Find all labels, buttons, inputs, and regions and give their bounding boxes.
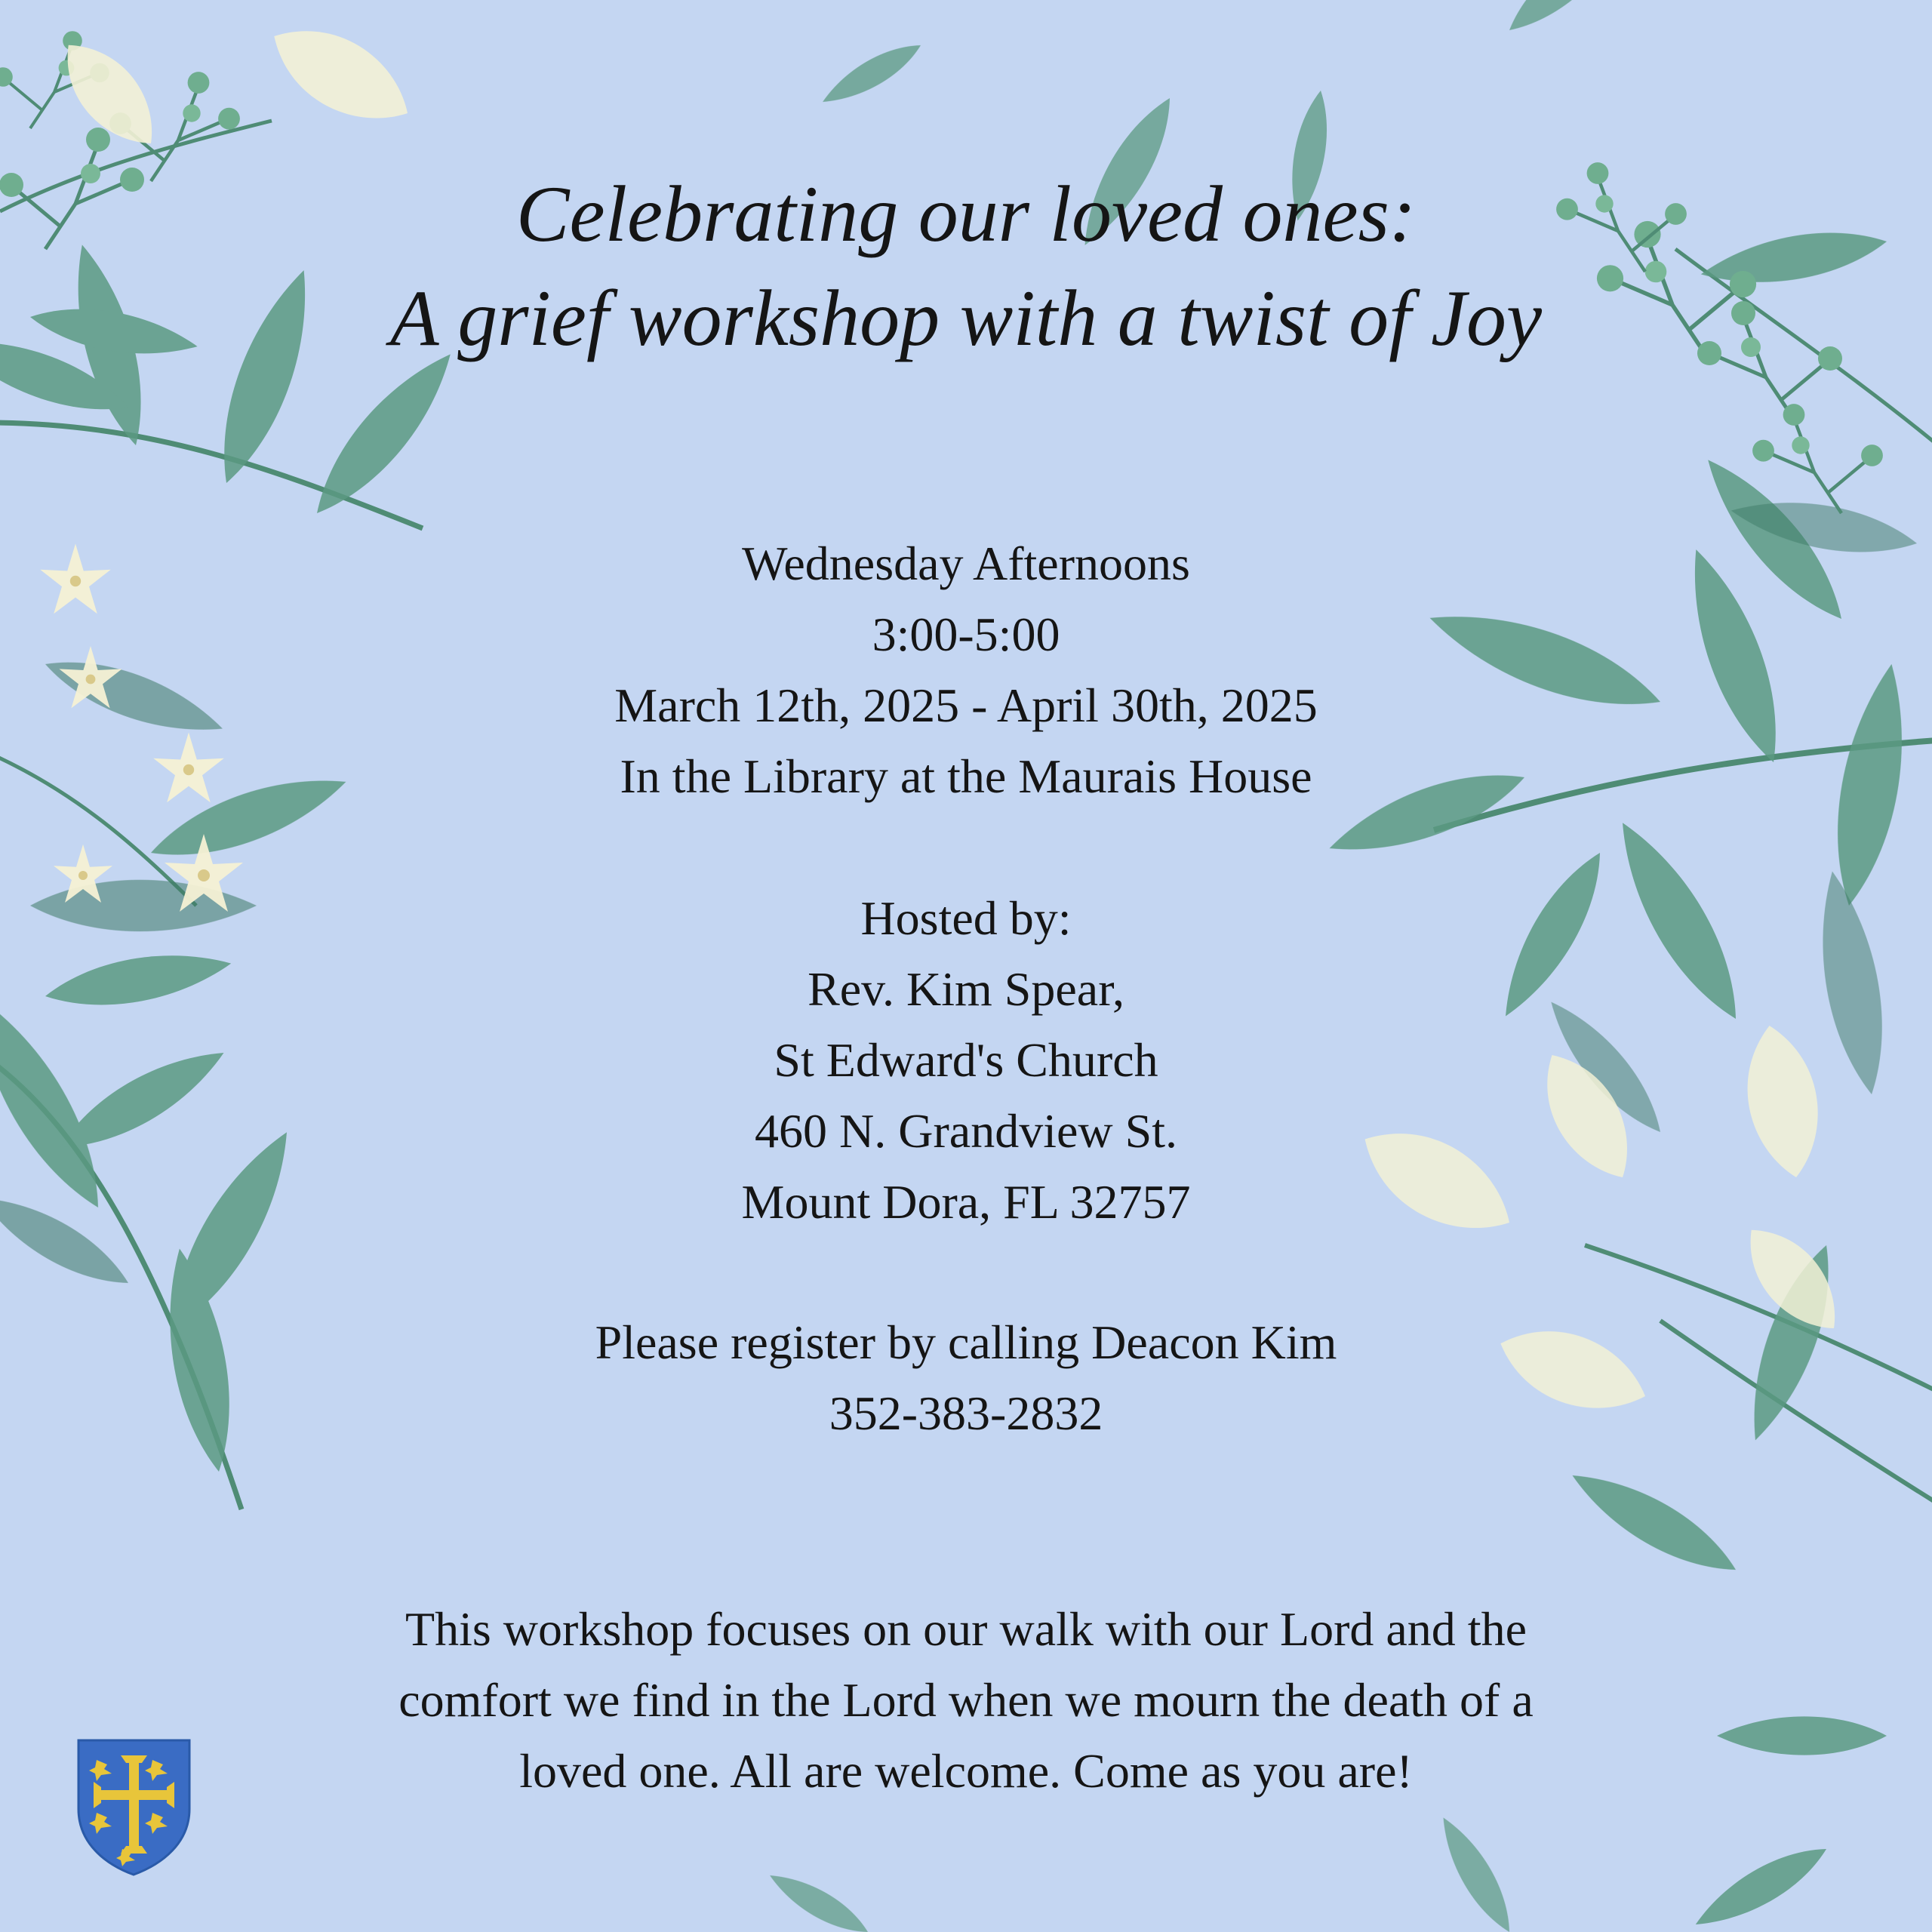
title-line-2: A grief workshop with a twist of Joy <box>389 274 1543 362</box>
title-line-1: Celebrating our loved ones: <box>515 170 1417 258</box>
schedule-block <box>362 528 1570 812</box>
about-line-1: This workshop focuses on our walk with our Lord and the <box>405 1602 1527 1656</box>
schedule-day: Wednesday Afternoons <box>742 537 1190 590</box>
host-name: Rev. Kim Spear, <box>808 962 1124 1016</box>
church-shield-icon <box>75 1737 192 1877</box>
bottom-foliage <box>764 1810 1523 1932</box>
about-line-3: loved one. All are welcome. Come as you are! <box>519 1744 1413 1798</box>
register-block <box>362 1307 1570 1449</box>
host-block <box>362 883 1570 1238</box>
host-label: Hosted by: <box>860 891 1072 945</box>
about-line-2: comfort we find in the Lord when we mourn the death of a <box>398 1673 1534 1727</box>
register-phone: 352-383-2832 <box>829 1386 1103 1440</box>
host-church: St Edward's Church <box>774 1033 1158 1087</box>
host-city: Mount Dora, FL 32757 <box>741 1175 1191 1229</box>
schedule-dates: March 12th, 2025 - April 30th, 2025 <box>614 678 1318 732</box>
host-street: 460 N. Grandview St. <box>755 1104 1177 1158</box>
event-title <box>211 162 1721 371</box>
about-block <box>249 1594 1683 1807</box>
register-text: Please register by calling Deacon Kim <box>595 1315 1337 1369</box>
schedule-time: 3:00-5:00 <box>872 608 1060 661</box>
schedule-location: In the Library at the Maurais House <box>620 749 1312 803</box>
